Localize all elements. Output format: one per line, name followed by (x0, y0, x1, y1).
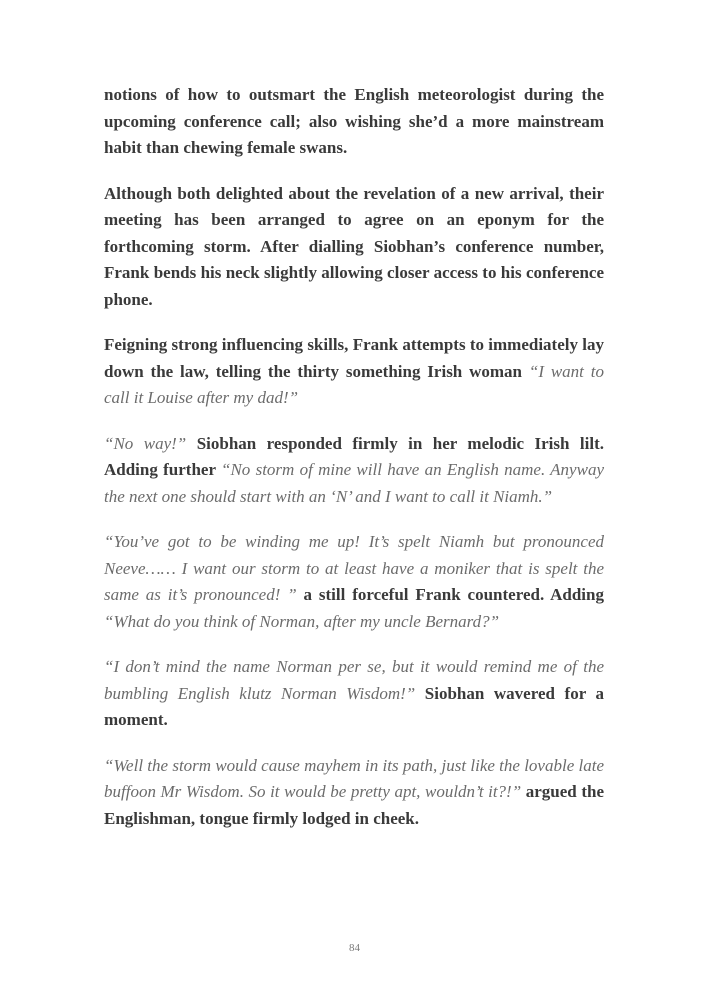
dialogue-text: “I don’t mind the name Norman per se, but it would remind me of the bumbling English klutz Norman Wisdom!” (104, 657, 604, 703)
narration-text: Siobhan wavered for a moment. (104, 683, 604, 729)
paragraph (104, 753, 604, 833)
narration-text: Siobhan responded firmly in her melodic Irish lilt. Adding further (104, 433, 605, 479)
narration-text: notions of how to outsmart the English meteorologist during the upcoming conference call; also wishing she’d a more mainstream habit than chewing female swans. (104, 85, 604, 157)
dialogue-text: “What do you think of Norman, after my uncle Bernard?” (104, 611, 500, 631)
narration-text: argued the Englishman, tongue firmly lodged in cheek. (104, 782, 604, 828)
paragraph (104, 431, 604, 511)
paragraph (104, 654, 604, 734)
paragraph (104, 529, 604, 635)
narration-text: a still forceful Frank countered. Adding (296, 585, 604, 604)
dialogue-text: “I want to call it Louise after my dad!” (104, 361, 604, 407)
page-number: 84 (349, 942, 360, 954)
narration-text: Feigning strong influencing skills, Frank attempts to immediately lay down the law, telling the thirty something Irish woman (104, 335, 604, 381)
dialogue-text: “No storm of mine will have an English name. Anyway the next one should start with an ‘N’ and I want to call it Niamh.” (104, 460, 604, 506)
narration-text: Although both delighted about the revelation of a new arrival, their meeting has been arranged to agree on an eponym for the forthcoming storm. After dialling Siobhan’s conference number, Frank bends his neck slightly allowing closer access to his conference phone. (104, 183, 604, 309)
dialogue-text: “You’ve got to be winding me up! It’s spelt Niamh but pronounced Neeve…… I want our storm to at least have a moniker that is spelt the same as it’s pronounced! ” (104, 532, 604, 604)
body-text (104, 82, 604, 851)
dialogue-text: “Well the storm would cause mayhem in its path, just like the lovable late buffoon Mr Wisdom. So it would be pretty apt, wouldn’t it?!” (104, 755, 604, 801)
dialogue-text: “No way!” (104, 433, 187, 453)
paragraph (104, 82, 604, 162)
paragraph (104, 181, 604, 314)
paragraph (104, 332, 604, 412)
